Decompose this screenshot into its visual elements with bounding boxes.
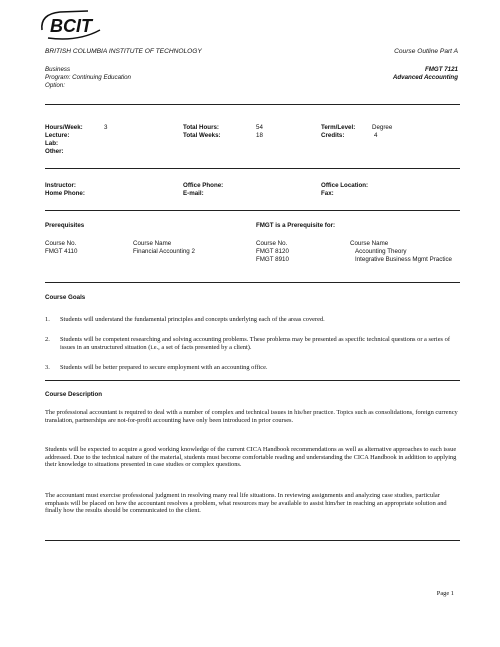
divider [45,380,460,381]
lab-label: Lab: [45,140,59,147]
goal-number: 2. [45,336,50,343]
hours-week-value: 3 [104,124,108,131]
goal-text: Students will be competent researching and solving accounting problems. These problems may be presented as specific technical questions or a series of issues in an unstructured situation (i.e., a set of facts presented by a client). [60,336,450,351]
goal-number: 1. [45,316,50,323]
description-paragraph: Students will be expected to acquire a good working knowledge of the current CICA Handbook recommendations as well as alternative approaches to each issue addressed. Due to the technical nature of the material, students must become comfortable reading and understanding the CICA Handbook in addition to applying their knowledge to situations presented in case studies or complex questions. [45,446,457,469]
total-hours-value: 54 [256,124,263,131]
prereq-for-course-name: Accounting Theory [355,248,407,255]
description-paragraph: The professional accountant is required to deal with a number of complex and technical issues in his/her practice. Topics such as consolidations, foreign currency translation, partnerships are not-for-profit accounting have only been introduced in prior courses. [45,409,458,424]
goal-number: 3. [45,364,50,371]
total-weeks-value: 18 [256,132,263,139]
course-title: Advanced Accounting [392,74,458,81]
description-paragraph: The accountant must exercise professional judgment in resolving many real life situations. In reviewing assignments and analyzing case studies, particular emphasis will be placed on how the accountant resolves a problem, what resources may be available to assist him/her in reaching an appropriate solution and finally how the results should be communicated to the client. [45,492,447,515]
term-value: Degree [372,124,393,131]
divider [45,210,460,211]
institute-name: BRITISH COLUMBIA INSTITUTE OF TECHNOLOGY [45,48,202,55]
course-goals-heading: Course Goals [45,294,86,301]
total-weeks-label: Total Weeks: [183,132,221,139]
prereq-for-heading: FMGT is a Prerequisite for: [256,222,336,229]
instructor-label: Instructor: [45,182,76,189]
logo-text: BCIT [50,16,92,36]
prerequisites-heading: Prerequisites [45,222,85,229]
home-phone-label: Home Phone: [45,190,85,197]
prereq-course-name-label: Course Name [133,240,172,247]
credits-value: 4 [374,132,378,139]
program-name: Program: Continuing Education [45,74,131,81]
goal-text: Students will be better prepared to secure employment with an accounting office. [60,364,268,371]
option-label: Option: [45,82,65,89]
divider [45,540,460,541]
bcit-logo [38,8,104,42]
email-label: E-mail: [183,190,204,197]
other-label: Other: [45,148,64,155]
outline-part: Course Outline Part A [394,48,458,55]
goal-text: Students will understand the fundamental principles and concepts underlying each of the areas covered. [60,316,325,323]
page-number: Page 1 [436,590,454,597]
prereq-course-name: Financial Accounting 2 [133,248,195,255]
prereq-for-course-no: FMGT 8910 [256,256,289,263]
lecture-label: Lecture: [45,132,70,139]
prereq-for-course-no: FMGT 8120 [256,248,289,255]
divider [45,168,460,169]
hours-week-label: Hours/Week: [45,124,83,131]
course-code: FMGT 7121 [424,66,458,73]
bcit-logo-mark [38,8,104,42]
office-location-label: Office Location: [321,182,369,189]
term-label: Term/Level: [321,124,356,131]
divider [45,282,460,283]
prereq-for-course-name: Integrative Business Mgmt Practice [355,256,452,263]
prereq-course-no: FMGT 4110 [45,248,78,255]
total-hours-label: Total Hours: [183,124,219,131]
credits-label: Credits: [321,132,345,139]
divider [45,104,460,105]
course-description-heading: Course Description [45,391,103,398]
school-name: Business [45,66,71,73]
prereq-course-no-label: Course No. [45,240,77,247]
fax-label: Fax: [321,190,334,197]
prereq-for-course-name-label: Course Name [350,240,389,247]
prereq-for-course-no-label: Course No. [256,240,288,247]
office-phone-label: Office Phone: [183,182,224,189]
